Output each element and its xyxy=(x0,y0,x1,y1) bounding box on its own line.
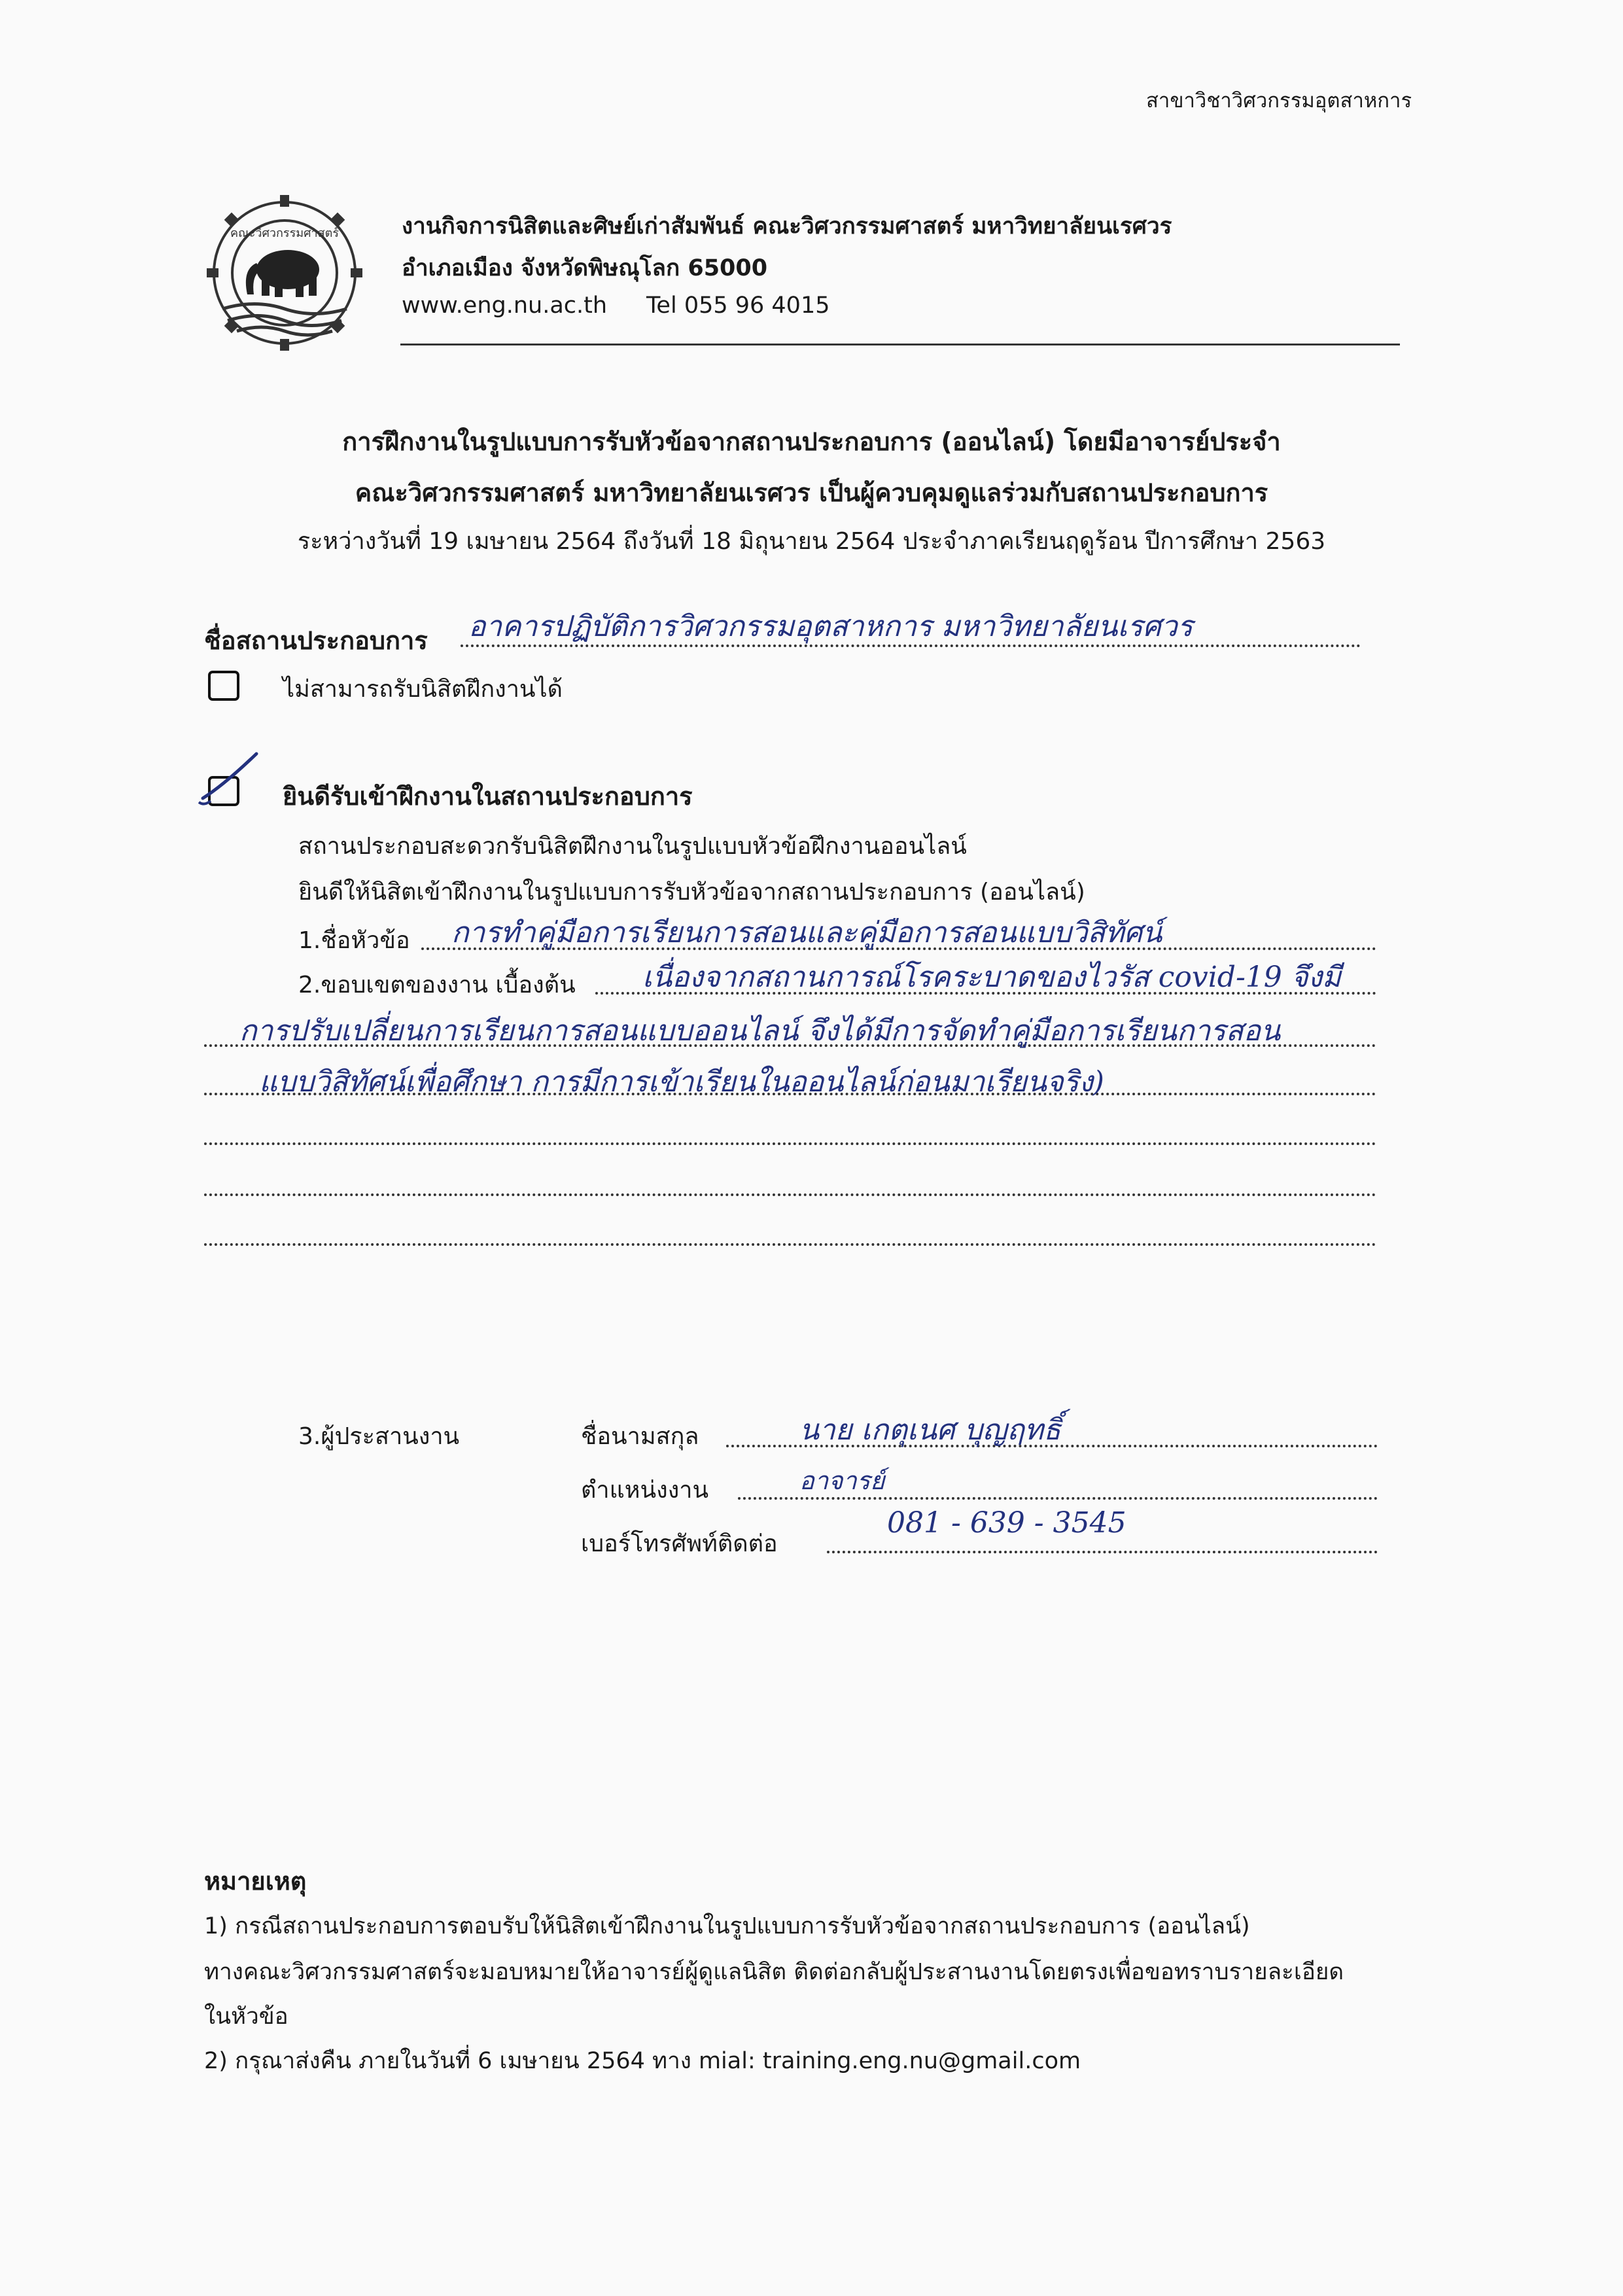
scope-label: 2.ขอบเขตของงาน เบื้องต้น xyxy=(298,972,576,998)
accept-note2: ยินดีให้นิสิตเข้าฝึกงานในรูปแบบการรับหัวข้อจากสถานประกอบการ (ออนไลน์) xyxy=(298,879,1085,906)
company-label: ชื่อสถานประกอบการ xyxy=(204,626,428,655)
name-field[interactable]: นาย เกตุเนศ บุญฤทธิ์ xyxy=(799,1413,1061,1447)
header-line1: งานกิจการนิสิตและศิษย์เก่าสัมพันธ์ คณะวิศวกรรมศาสตร์ มหาวิทยาลัยนเรศวร xyxy=(402,213,1172,239)
position-field[interactable]: อาจารย์ xyxy=(799,1466,885,1495)
topic-field[interactable]: การทำคู่มือการเรียนการสอนและคู่มือการสอนแบบวิสิทัศน์ xyxy=(451,916,1162,949)
phone-field[interactable]: 081 - 639 - 3545 xyxy=(887,1506,1126,1540)
decline-label: ไม่สามารถรับนิสิตฝึกงานได้ xyxy=(283,676,563,703)
header-divider xyxy=(400,344,1400,345)
department-label: สาขาวิชาวิศวกรรมอุตสาหการ xyxy=(1146,89,1412,113)
header-tel: Tel 055 96 4015 xyxy=(646,292,830,319)
notes-line1: 1) กรณีสถานประกอบการตอบรับให้นิสิตเข้าฝึกงานในรูปแบบการรับหัวข้อจากสถานประกอบการ (ออนไลน์) xyxy=(204,1913,1250,1939)
blank-dotline-4 xyxy=(204,1142,1376,1145)
faculty-logo xyxy=(196,191,373,355)
phone-label: เบอร์โทรศัพท์ติดต่อ xyxy=(581,1530,778,1557)
position-label: ตำแหน่งงาน xyxy=(581,1477,709,1504)
title-line2: คณะวิศวกรรมศาสตร์ มหาวิทยาลัยนเรศวร เป็นผู้ควบคุมดูแลร่วมกับสถานประกอบการ xyxy=(355,478,1268,507)
blank-dotline-6 xyxy=(204,1243,1376,1246)
scope-field-line3[interactable]: แบบวิสิทัศน์เพื่อศึกษา การมีการเข้าเรียนในออนไลน์ก่อนมาเรียนจริง) xyxy=(259,1065,1104,1099)
title-line1: การฝึกงานในรูปแบบการรับหัวข้อจากสถานประกอบการ (ออนไลน์) โดยมีอาจารย์ประจำ xyxy=(342,427,1281,456)
notes-line4: 2) กรุณาส่งคืน ภายในวันที่ 6 เมษายน 2564 ทาง mial: training.eng.nu@gmail.com xyxy=(204,2048,1081,2074)
decline-checkbox[interactable] xyxy=(208,671,239,701)
notes-line3: ในหัวข้อ xyxy=(204,2004,288,2030)
scope-field-line1[interactable]: เนื่องจากสถานการณ์โรคระบาดของไวรัส covid-19 จึงมี xyxy=(642,961,1342,994)
phone-dotline xyxy=(827,1551,1378,1553)
svg-text:คณะวิศวกรรมศาสตร์: คณะวิศวกรรมศาสตร์ xyxy=(230,226,340,240)
accept-note1: สถานประกอบสะดวกรับนิสิตฝึกงานในรูปแบบหัวข้อฝึกงานออนไลน์ xyxy=(298,833,967,860)
scope-field-line2[interactable]: การปรับเปลี่ยนการเรียนการสอนแบบออนไลน์ จึงได้มีการจัดทำคู่มือการเรียนการสอน xyxy=(239,1014,1281,1048)
accept-label: ยินดีรับเข้าฝึกงานในสถานประกอบการ xyxy=(283,782,693,811)
title-line3: ระหว่างวันที่ 19 เมษายน 2564 ถึงวันที่ 18 มิถุนายน 2564 ประจำภาคเรียนฤดูร้อน ปีการศึกษา 2563 xyxy=(297,528,1326,555)
company-name-field[interactable]: อาคารปฏิบัติการวิศวกรรมอุตสาหการ มหาวิทยาลัยนเรศวร xyxy=(468,610,1193,643)
coordinator-label: 3.ผู้ประสานงาน xyxy=(298,1423,460,1450)
blank-dotline-5 xyxy=(204,1193,1376,1196)
header-line2: อำเภอเมือง จังหวัดพิษณุโลก 65000 xyxy=(402,255,768,281)
notes-line2: ทางคณะวิศวกรรมศาสตร์จะมอบหมายให้อาจารย์ผู้ดูแลนิสิต ติดต่อกลับผู้ประสานงานโดยตรงเพื่อขอทราบรายละเอียด xyxy=(204,1959,1344,1985)
header-website[interactable]: www.eng.nu.ac.th xyxy=(402,292,608,319)
notes-heading: หมายเหตุ xyxy=(204,1867,307,1896)
name-label: ชื่อนามสกุล xyxy=(581,1423,699,1450)
topic-label: 1.ชื่อหัวข้อ xyxy=(298,927,410,954)
checkmark-icon xyxy=(191,746,263,818)
